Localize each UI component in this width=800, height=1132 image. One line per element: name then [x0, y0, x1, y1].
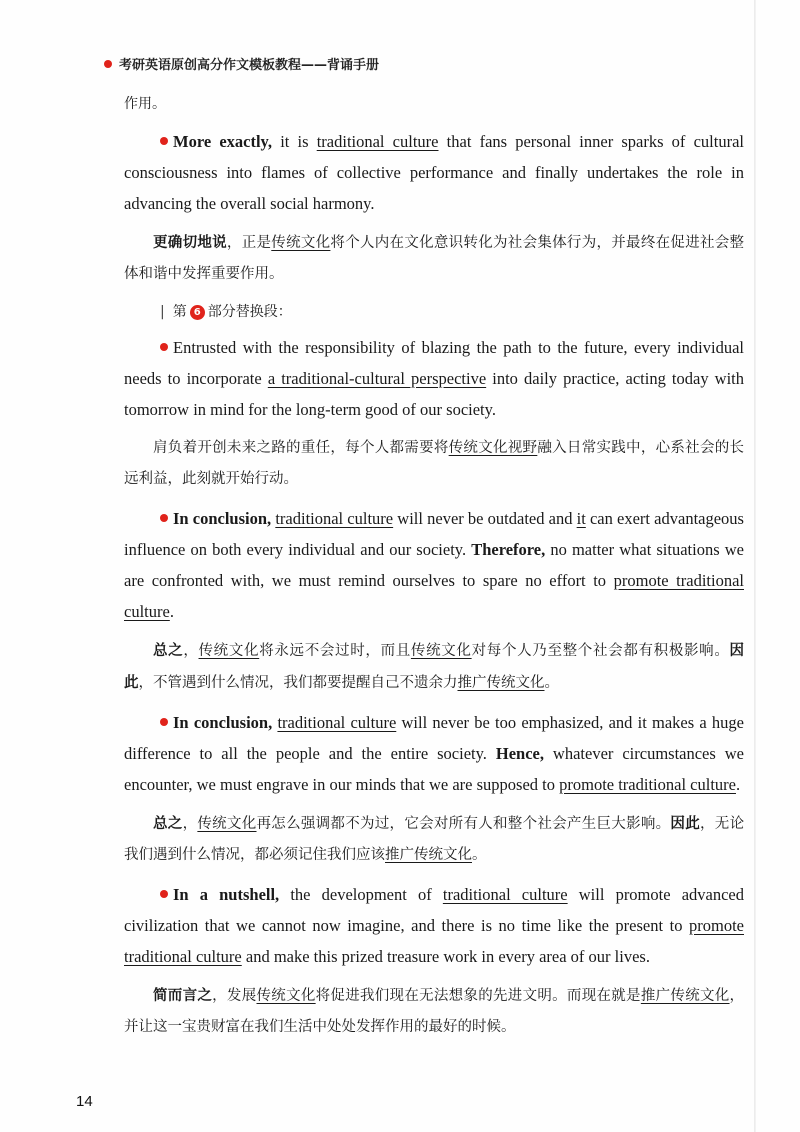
key-phrase: traditional culture: [316, 132, 439, 151]
text-run: 。: [472, 847, 487, 863]
text-run: ，并让这一宝贵财富在我们生活中处处发挥作用的最好的时候。: [124, 988, 745, 1035]
key-phrase: promote traditional culture: [124, 916, 744, 966]
text-run: 再怎么强调都不为过，它会对所有人和整个社会产生巨大影响。: [256, 816, 671, 832]
key-phrase: promote traditional culture: [124, 571, 744, 621]
text-run: will promote advanced civilization that we cannot now imagine, and there is no time like the present to: [124, 885, 744, 935]
text-run: ，正是: [226, 235, 272, 251]
lead-phrase: Hence,: [495, 744, 544, 763]
lead-phrase: 简而言之: [153, 987, 213, 1004]
text-run: 融入日常实践中，心系社会的长远利益，此刻就开始行动。: [124, 440, 745, 487]
key-phrase: promote traditional culture: [559, 775, 736, 794]
bullet-dot-icon: [160, 514, 168, 522]
key-phrase: 推广传统文化: [457, 675, 545, 691]
text-run: it is: [272, 132, 317, 151]
lead-phrase: 因此: [124, 642, 745, 691]
lead-phrase: 更确切地说: [153, 234, 227, 251]
bullet-dot-icon: [160, 137, 168, 145]
text-run: 对每个人乃至整个社会都有积极影响。: [471, 643, 730, 659]
page-edge: [754, 0, 756, 1132]
bullet-dot-icon: [160, 718, 168, 726]
key-phrase: it: [576, 509, 586, 528]
key-phrase: 传统文化: [410, 643, 472, 659]
continued-text: 作用。: [124, 96, 166, 112]
key-phrase: 传统文化视野: [448, 440, 538, 456]
text-run: .: [169, 602, 174, 621]
chinese-paragraph-2: [124, 433, 744, 495]
lead-phrase: More exactly,: [173, 132, 273, 151]
bullet-dot-icon: [160, 890, 168, 898]
text-run: ，发展: [212, 988, 257, 1004]
lead-phrase: 因此: [670, 815, 700, 832]
chinese-paragraph-5: [124, 980, 744, 1043]
bullet-dot-icon: [104, 60, 112, 68]
english-paragraph-3: [124, 503, 744, 627]
text-run: 肩负着开创未来之路的重任，每个人都需要将: [153, 440, 449, 456]
running-header: [104, 54, 379, 73]
text-run: and make this prized treasure work in every area of our lives.: [241, 947, 650, 966]
chinese-paragraph-1: [124, 227, 744, 290]
lead-phrase: 总之: [153, 815, 183, 832]
key-phrase: 推广传统文化: [640, 988, 730, 1004]
text-run: that fans personal inner sparks of cultural consciousness into flames of collective performance and finally undertakes the role in advancing the overall social harmony.: [124, 132, 744, 213]
section-heading: [160, 298, 744, 326]
text-run: 将个人内在文化意识转化为社会集体行为，并最终在促进社会整体和谐中发挥重要作用。: [124, 235, 745, 282]
text-run: will never be too emphasized, and it makes a huge difference to all the people and the entire society.: [124, 713, 744, 763]
key-phrase: 推广传统文化: [385, 847, 472, 863]
key-phrase: 传统文化: [198, 643, 260, 659]
key-phrase: traditional culture: [277, 713, 397, 732]
text-run: whatever circumstances we encounter, we must engrave in our minds that we are supposed to: [124, 744, 744, 794]
key-phrase: 传统文化: [197, 816, 257, 832]
chinese-paragraph-4: [124, 808, 744, 871]
english-paragraph-1: [124, 126, 744, 219]
text-run: Entrusted with the responsibility of blazing the path to the future, every individual needs to incorporate: [124, 338, 744, 388]
chinese-paragraph-3: [124, 635, 744, 699]
section-bar: |: [160, 304, 165, 320]
english-paragraph-4: [124, 707, 744, 800]
text-run: no matter what situations we are confronted with, we must remind ourselves to spare no effort to: [124, 540, 744, 590]
text-run: into daily practice, acting today with tomorrow in mind for the long-term good of our society.: [124, 369, 745, 419]
text-run: ，: [182, 816, 198, 832]
lead-phrase: In conclusion,: [173, 509, 272, 528]
text-run: 将永远不会过时，而且: [259, 643, 411, 659]
key-phrase: a traditional-cultural perspective: [267, 369, 487, 388]
text-run: will never be outdated and: [393, 509, 577, 528]
key-phrase: 传统文化: [256, 988, 316, 1004]
bullet-dot-icon: [160, 343, 168, 351]
key-phrase: 传统文化: [271, 235, 331, 251]
lead-phrase: In a nutshell,: [173, 885, 280, 904]
key-phrase: traditional culture: [442, 885, 568, 904]
text-run: ，不管遇到什么情况，我们都要提醒自己不遗余力: [138, 675, 458, 691]
lead-phrase: 总之: [153, 642, 184, 659]
lead-phrase: In conclusion,: [173, 713, 273, 732]
lead-phrase: Therefore,: [471, 540, 546, 559]
text-run: 将促进我们现在无法想象的先进文明。而现在就是: [315, 988, 641, 1004]
english-paragraph-5: [124, 879, 744, 972]
english-paragraph-2: [124, 332, 744, 425]
section-prefix: 第: [172, 304, 187, 320]
page-number: 14: [76, 1093, 93, 1110]
text-run: .: [735, 775, 741, 794]
text-run: the development of: [279, 885, 443, 904]
text-run: 。: [544, 675, 559, 691]
section-number-badge: 6: [190, 305, 205, 320]
text-run: ，: [183, 643, 199, 659]
page-content: [124, 90, 744, 1051]
header-title: 考研英语原创高分作文模板教程——背诵手册: [119, 58, 380, 73]
text-run: can exert advantageous influence on both every individual and our society.: [124, 509, 744, 559]
text-run: ，无论我们遇到什么情况，都必须记住我们应该: [124, 816, 745, 863]
key-phrase: traditional culture: [275, 509, 394, 528]
section-suffix: 部分替换段：: [207, 304, 292, 320]
